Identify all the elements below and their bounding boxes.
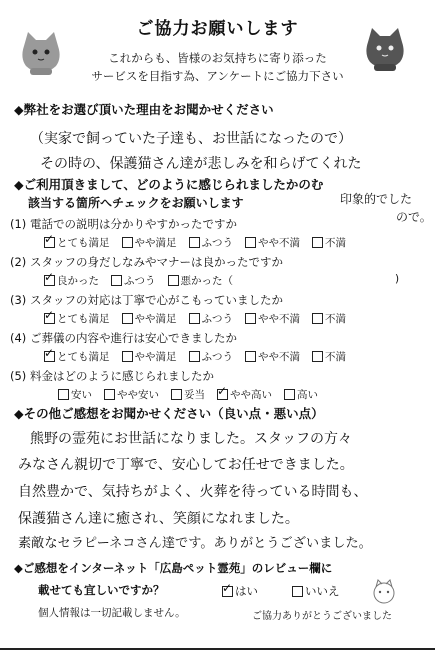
answer-checkbox[interactable]: [245, 351, 256, 362]
question-options: [58, 387, 318, 402]
comment-line-2: みなさん親切で丁寧で、安心してお任せできました。: [18, 457, 354, 473]
intro-line-1: これからも、皆様のお気持ちに寄り添った: [108, 51, 327, 65]
answer-checkbox[interactable]: [171, 389, 182, 400]
answer-checkbox[interactable]: [189, 351, 200, 362]
reason-answer-line-1: （実家で飼っていた子達も、お世話になったので）: [30, 131, 352, 147]
answer-option[interactable]: ふつう: [189, 235, 234, 250]
page-title: ご協力お願いします: [136, 19, 299, 39]
answer-checkbox[interactable]: [245, 313, 256, 324]
comment-line-4: 保護猫さん達に癒され、笑顔になれました。: [18, 511, 299, 527]
impression-subheading: 該当する箇所へチェックをお願いします: [28, 196, 244, 210]
answer-option[interactable]: 不満: [312, 349, 346, 364]
privacy-note: 個人情報は一切記載しません。: [38, 607, 186, 619]
question-options: [44, 235, 346, 250]
checkbox-yes[interactable]: [222, 586, 233, 597]
answer-checkbox[interactable]: [189, 237, 200, 248]
answer-checkbox[interactable]: [44, 313, 55, 324]
answer-option[interactable]: やや不満: [245, 235, 300, 250]
answer-checkbox[interactable]: [312, 237, 323, 248]
answer-option[interactable]: 妥当: [171, 387, 205, 402]
reason-heading: ◆弊社をお選び頂いた理由をお聞かせください: [14, 102, 274, 117]
answer-option[interactable]: 不満: [312, 235, 346, 250]
answer-checkbox[interactable]: [122, 237, 133, 248]
answer-option[interactable]: やや満足: [122, 349, 177, 364]
reason-answer-line-2: その時の、保護猫さん達が悲しみを和らげてくれた: [40, 156, 362, 172]
impression-heading: ◆ご利用頂きまして、どのように感じられましたかのむ: [14, 177, 324, 192]
comment-line-1: 熊野の霊苑にお世話になりました。スタッフの方々: [30, 431, 352, 447]
answer-option[interactable]: 悪かった（: [168, 273, 234, 288]
answer-checkbox[interactable]: [111, 275, 122, 286]
answer-option[interactable]: ふつう: [189, 311, 234, 326]
question-options: [44, 273, 399, 288]
review-option-no[interactable]: いいえ: [292, 583, 340, 599]
answer-option[interactable]: やや不満: [245, 311, 300, 326]
answer-checkbox[interactable]: [312, 351, 323, 362]
answer-checkbox[interactable]: [58, 389, 69, 400]
answer-checkbox[interactable]: [217, 389, 228, 400]
side-note-line-1: 印象的でした: [340, 192, 413, 206]
answer-option[interactable]: 安い: [58, 387, 92, 402]
answer-checkbox[interactable]: [104, 389, 115, 400]
question-label: (1) 電話での説明は分かりやすかったですか: [10, 217, 237, 231]
answer-checkbox[interactable]: [122, 313, 133, 324]
answer-checkbox[interactable]: [312, 313, 323, 324]
answer-checkbox[interactable]: [44, 237, 55, 248]
review-permission-options: [222, 583, 340, 599]
answer-option[interactable]: ふつう: [111, 273, 156, 288]
intro-line-2: サービスを目指す為、アンケートにご協力下さい: [91, 69, 344, 83]
thanks-note: ご協力ありがとうございました: [252, 611, 392, 622]
comment-line-3: 自然豊かで、気持ちがよく、火葬を待っている時間も、: [18, 484, 368, 500]
checkbox-no[interactable]: [292, 586, 303, 597]
answer-option[interactable]: やや満足: [122, 235, 177, 250]
small-cat-illustration-icon: [370, 578, 398, 606]
question-label: (2) スタッフの身だしなみやマナーは良かったですか: [10, 255, 283, 269]
question-label: (5) 料金はどのように感じられましたか: [10, 369, 214, 383]
answer-option[interactable]: やや安い: [104, 387, 159, 402]
question-label: (3) スタッフの対応は丁寧で心がこもっていましたか: [10, 293, 283, 307]
review-permission-line-2: 載せても宜しいですか？: [38, 583, 165, 597]
answer-option[interactable]: やや不満: [245, 349, 300, 364]
answer-checkbox[interactable]: [44, 351, 55, 362]
answer-option[interactable]: 不満: [312, 311, 346, 326]
question-options: [44, 311, 346, 326]
answer-option[interactable]: ✓ やや高い: [217, 387, 272, 402]
comments-heading: ◆その他ご感想をお聞かせください（良い点・悪い点）: [14, 406, 324, 421]
answer-checkbox[interactable]: [189, 313, 200, 324]
side-note-line-2: ので。: [396, 210, 432, 224]
answer-checkbox[interactable]: [284, 389, 295, 400]
answer-option[interactable]: ふつう: [189, 349, 234, 364]
answer-checkbox[interactable]: [245, 237, 256, 248]
review-permission-line-1: ◆ご感想をインターネット「広島ペット霊苑」のレビュー欄に: [14, 561, 333, 575]
answer-option[interactable]: ✓ とても満足: [44, 311, 110, 326]
answer-option[interactable]: やや満足: [122, 311, 177, 326]
answer-option[interactable]: ✓ 良かった: [44, 273, 99, 288]
answer-checkbox[interactable]: [44, 275, 55, 286]
review-option-yes[interactable]: ✓ はい: [222, 583, 258, 599]
question-options: [44, 349, 346, 364]
answer-checkbox[interactable]: [122, 351, 133, 362]
answer-option[interactable]: ✓ とても満足: [44, 349, 110, 364]
question-label: (4) ご葬儀の内容や進行は安心できましたか: [10, 331, 237, 345]
answer-option[interactable]: 高い: [284, 387, 318, 402]
answer-option[interactable]: ✓ とても満足: [44, 235, 110, 250]
comment-line-5: 素敵なセラピーネコさん達です。ありがとうございました。: [18, 536, 372, 551]
answer-checkbox[interactable]: [168, 275, 179, 286]
closing-paren: ): [395, 273, 400, 285]
